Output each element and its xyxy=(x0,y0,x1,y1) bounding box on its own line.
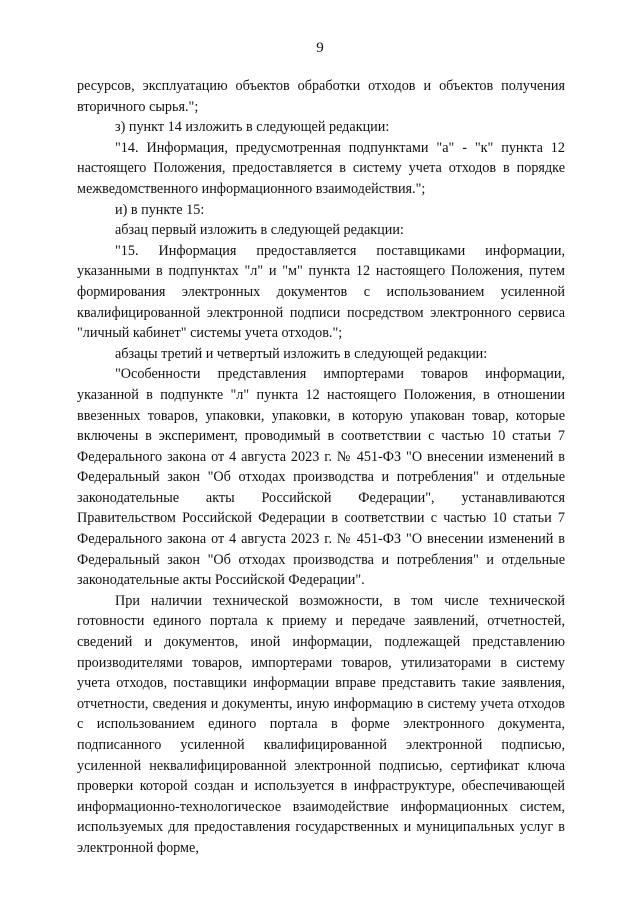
paragraph-importers: "Особенности представления импортерами товаров информации, указанной в подпункте "л" пункта 12 настоящего Положения, в отношении ввезенных товаров, упаковки, упаковки, в которую упакован товар, которые включены в эксперимент, проводимый в соответствии с частью 10 статьи 7 Федерального закона от 4 августа 2023 г. № 451-ФЗ "О внесении изменений в Федеральный закон "Об отходах производства и потребления" и отдельные законодательные акты Российской Федерации", устанавливаются Правительством Российской Федерации в соответствии с частью 10 статьи 7 Федерального закона от 4 августа 2023 г. № 451-ФЗ "О внесении изменений в Федеральный закон "Об отходах производства и потребления" и отдельные законодательные акты Российской Федерации". xyxy=(77,366,565,589)
paragraph-first-abzac: абзац первый изложить в следующей редакции: xyxy=(115,222,404,239)
paragraph-technical-possibility: При наличии технической возможности, в том числе технической готовности единого портала к приему и передаче заявлений, отчетностей, сведений и документов, иной информации, подлежащей представлению производителями товаров, импортерами товаров, утилизаторами в систему учета отходов, поставщики информации вправе представить такие заявления, отчетности, сведения и документы, иную информацию в систему учета отходов с использованием единого портала в форме электронного документа, подписанного усиленной квалифицированной электронной подписью, усиленной неквалифицированной электронной подписью, сертификат ключа проверки которой создан и используется в инфраструктуре, обеспечивающей информационно-технологическое взаимодействие информационных систем, используемых для предоставления государственных и муниципальных услуг в электронной форме, xyxy=(77,592,565,856)
page-number: 9 xyxy=(316,40,324,56)
paragraph-item-i: и) в пункте 15: xyxy=(115,201,205,218)
paragraph-point-14: "14. Информация, предусмотренная подпунктами "а" - "к" пункта 12 настоящего Положения, предоставляется в систему учета отходов в порядке межведомственного информационного взаимодействия."; xyxy=(77,139,565,197)
paragraph-third-fourth-abzac: абзацы третий и четвертый изложить в следующей редакции: xyxy=(115,345,488,362)
paragraph-continuation: ресурсов, эксплуатацию объектов обработки отходов и объектов получения вторичного сырья."; xyxy=(77,78,565,115)
paragraph-point-15: "15. Информация предоставляется поставщиками информации, указанными в подпунктах "л" и "м" пункта 12 настоящего Положения, путем формирования электронных документов с использованием усиленной квалифицированной электронной подписи посредством электронного сервиса "личный кабинет" системы учета отходов."; xyxy=(77,242,565,342)
document-body xyxy=(77,76,565,859)
paragraph-item-z: з) пункт 14 изложить в следующей редакции: xyxy=(115,119,390,136)
